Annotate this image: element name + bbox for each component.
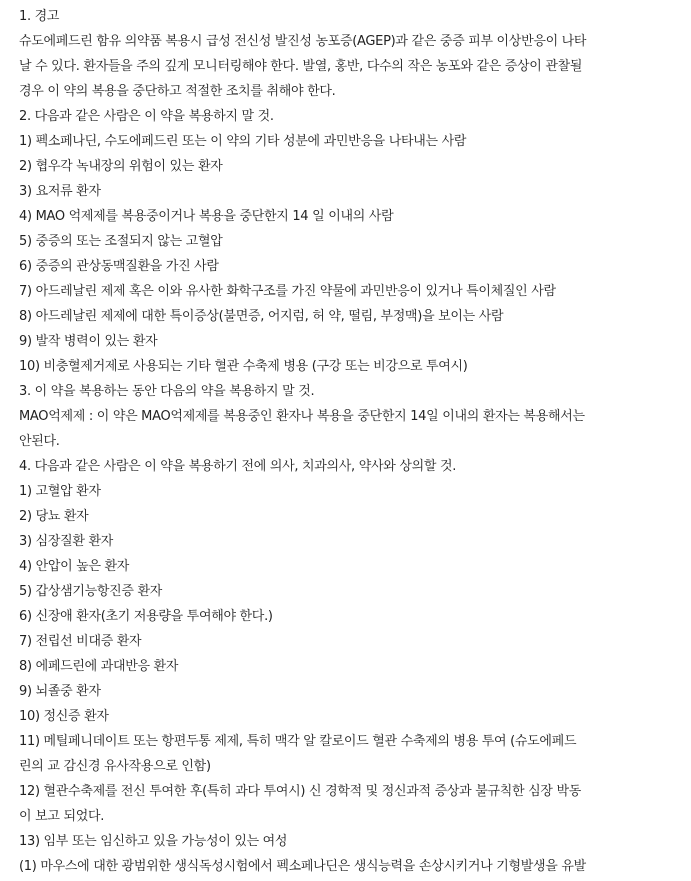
list-item: 5) 중증의 또는 조절되지 않는 고혈압 <box>19 234 223 249</box>
section-heading: 4. 다음과 같은 사람은 이 약을 복용하기 전에 의사, 치과의사, 약사와 상의할 것. <box>19 459 457 474</box>
section-heading: 3. 이 약을 복용하는 동안 다음의 약을 복용하지 말 것. <box>19 384 315 399</box>
list-item: 9) 발작 병력이 있는 환자 <box>19 334 158 349</box>
list-item: 6) 중증의 관상동맥질환을 가진 사람 <box>19 259 219 274</box>
list-item: 7) 전립선 비대증 환자 <box>19 634 142 649</box>
text-line: 날 수 있다. 환자들을 주의 깊게 모니터링해야 한다. 발열, 홍반, 다수의 작은 농포와 같은 증상이 관찰될 <box>19 59 583 74</box>
list-item: 8) 아드레날린 제제에 대한 특이증상(불면증, 어지럼, 허 약, 떨림, 부정맥)을 보이는 사람 <box>19 309 504 324</box>
list-item: 3) 심장질환 환자 <box>19 534 113 549</box>
list-item: 4) 안압이 높은 환자 <box>19 559 130 574</box>
list-item: 1) 고혈압 환자 <box>19 484 101 499</box>
list-item: 13) 임부 또는 임신하고 있을 가능성이 있는 여성 <box>19 834 288 849</box>
list-item: 1) 펙소페나딘, 수도에페드린 또는 이 약의 기타 성분에 과민반응을 나타내는 사람 <box>19 134 467 149</box>
list-item: 2) 당뇨 환자 <box>19 509 89 524</box>
list-item: (1) 마우스에 대한 광범위한 생식독성시험에서 펙소페나딘은 생식능력을 손상시키거나 기형발생을 유발 <box>19 859 586 874</box>
list-item: 3) 요저류 환자 <box>19 184 101 199</box>
list-item: 11) 메틸페니데이트 또는 항편두통 제제, 특히 맥각 알 칼로이드 혈관 수축제의 병용 투여 (슈도에페드 <box>19 734 577 749</box>
list-item: 2) 협우각 녹내장의 위험이 있는 환자 <box>19 159 223 174</box>
text-line: 린의 교 감신경 유사작용으로 인함) <box>19 759 211 774</box>
section-heading: 2. 다음과 같은 사람은 이 약을 복용하지 말 것. <box>19 109 274 124</box>
list-item: 8) 에페드린에 과대반응 환자 <box>19 659 179 674</box>
list-item: 10) 정신증 환자 <box>19 709 109 724</box>
list-item: 6) 신장애 환자(초기 저용량을 투여해야 한다.) <box>19 609 273 624</box>
text-line: 경우 이 약의 복용을 중단하고 적절한 조치를 취해야 한다. <box>19 84 336 99</box>
list-item: 7) 아드레날린 제제 혹은 이와 유사한 화학구조를 가진 약물에 과민반응이 있거나 특이체질인 사람 <box>19 284 556 299</box>
list-item: 4) MAO 억제제를 복용중이거나 복용을 중단한지 14 일 이내의 사람 <box>19 209 394 224</box>
list-item: 10) 비충혈제거제로 사용되는 기타 혈관 수축제 병용 (구강 또는 비강으로 투여시) <box>19 359 468 374</box>
list-item: 5) 갑상샘기능항진증 환자 <box>19 584 162 599</box>
text-line: 슈도에페드린 함유 의약품 복용시 급성 전신성 발진성 농포증(AGEP)과 같은 중증 피부 이상반응이 나타 <box>19 34 587 49</box>
text-line: MAO억제제 : 이 약은 MAO억제제를 복용중인 환자나 복용을 중단한지 14일 이내의 환자는 복용해서는 <box>19 409 585 424</box>
section-heading: 1. 경고 <box>19 9 60 24</box>
text-line: 안된다. <box>19 434 60 449</box>
list-item: 9) 뇌졸중 환자 <box>19 684 101 699</box>
list-item: 12) 혈관수축제를 전신 투여한 후(특히 과다 투여시) 신 경학적 및 정신과적 증상과 불규칙한 심장 박동 <box>19 784 581 799</box>
text-line: 이 보고 되었다. <box>19 809 105 824</box>
